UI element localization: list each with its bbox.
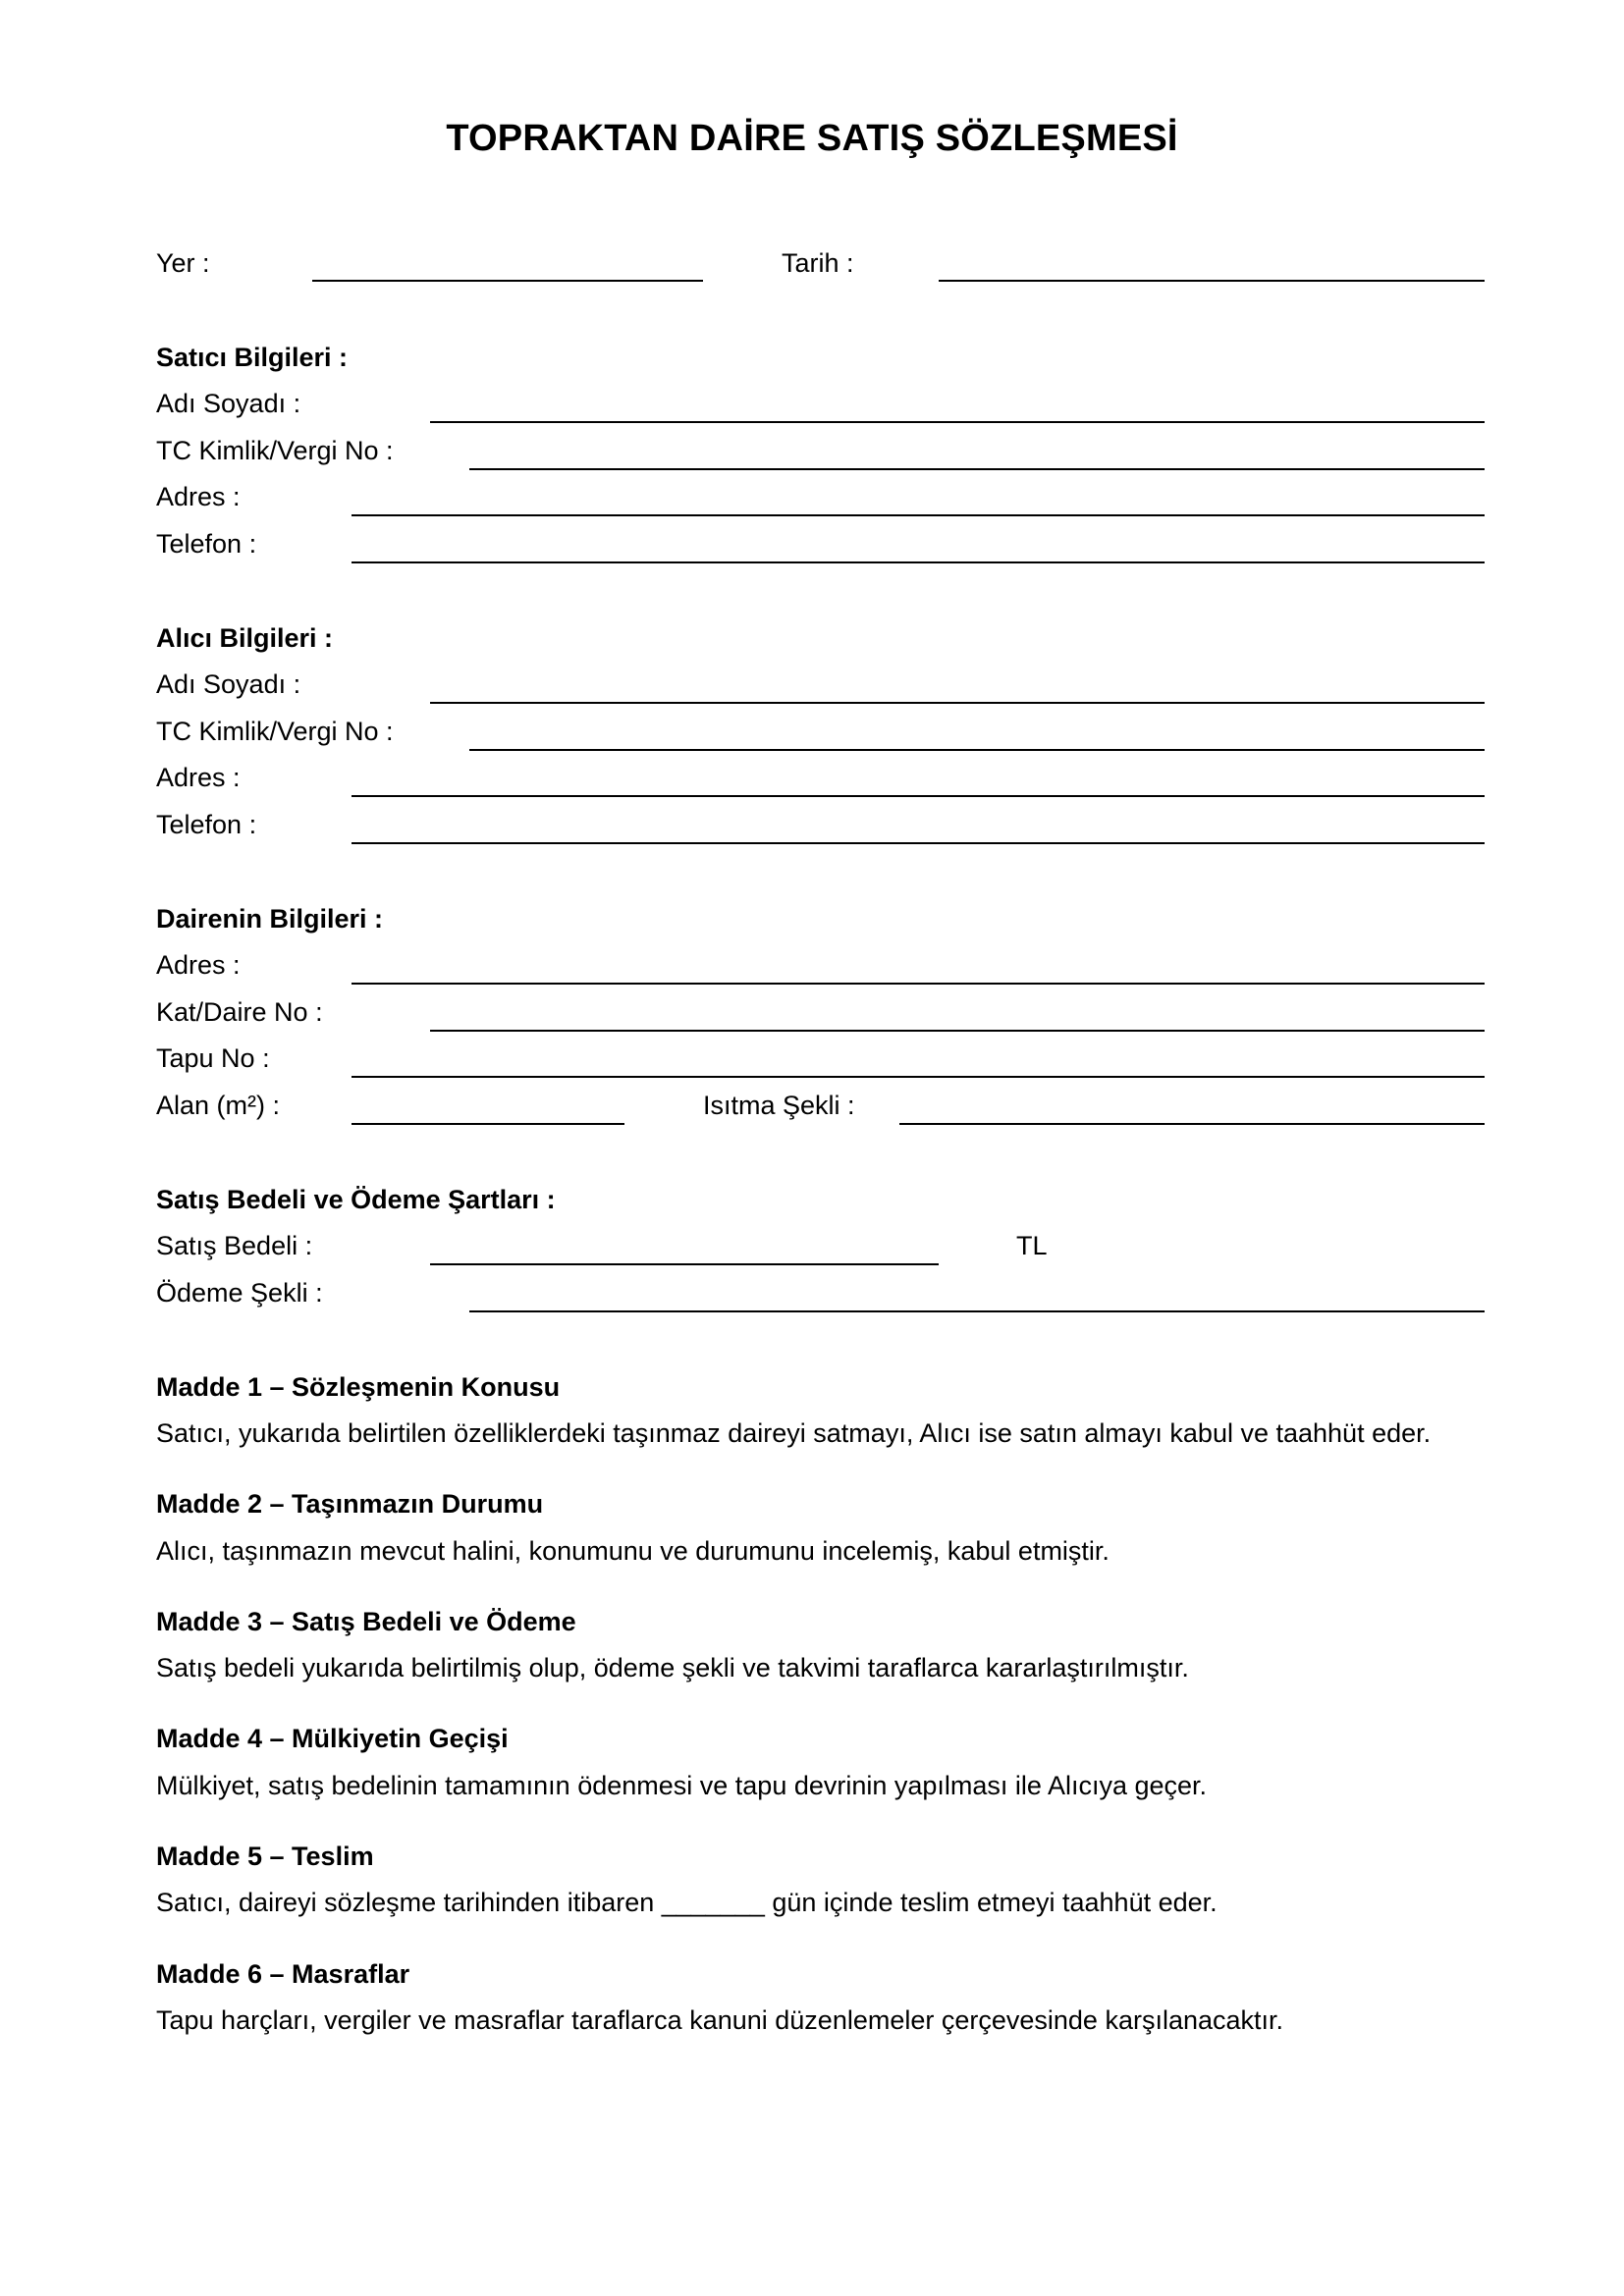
floor-label: Kat/Daire No : xyxy=(156,997,323,1027)
buyer-id-label: TC Kimlik/Vergi No : xyxy=(156,717,394,746)
apartment-address-line[interactable] xyxy=(352,983,1485,985)
article-text: Satıcı, yukarıda belirtilen özelliklerdeki taşınmaz daireyi satmayı, Alıcı ise satın almayı kabul ve taahhüt eder. xyxy=(156,1418,1432,1448)
floor-line[interactable] xyxy=(430,1030,1485,1032)
seller-id-line[interactable] xyxy=(469,468,1485,470)
article-title: Madde 1 – Sözleşmenin Konusu xyxy=(156,1372,561,1402)
article-text: Satıcı, daireyi sözleşme tarihinden itibaren _______ gün içinde teslim etmeyi taahhüt eder. xyxy=(156,1888,1218,1917)
apartment-address-label: Adres : xyxy=(156,950,241,980)
seller-address-label: Adres : xyxy=(156,482,241,511)
payment-method-line[interactable] xyxy=(469,1310,1485,1312)
area-line[interactable] xyxy=(352,1123,624,1125)
place-field-line[interactable] xyxy=(312,280,703,282)
seller-heading: Satıcı Bilgileri : xyxy=(156,343,349,372)
heating-label: Isıtma Şekli : xyxy=(703,1091,855,1120)
seller-name-label: Adı Soyadı : xyxy=(156,389,301,418)
buyer-id-line[interactable] xyxy=(469,749,1485,751)
buyer-address-label: Adres : xyxy=(156,763,241,792)
article-title: Madde 4 – Mülkiyetin Geçişi xyxy=(156,1724,509,1753)
payment-method-label: Ödeme Şekli : xyxy=(156,1278,323,1308)
buyer-phone-label: Telefon : xyxy=(156,810,257,839)
seller-address-line[interactable] xyxy=(352,514,1485,516)
price-line[interactable] xyxy=(430,1263,939,1265)
currency-label: TL xyxy=(1016,1231,1048,1260)
buyer-name-line[interactable] xyxy=(430,702,1485,704)
deed-label: Tapu No : xyxy=(156,1043,270,1073)
place-label: Yer : xyxy=(156,248,210,278)
date-label: Tarih : xyxy=(782,248,854,278)
price-label: Satış Bedeli : xyxy=(156,1231,313,1260)
article-title: Madde 2 – Taşınmazın Durumu xyxy=(156,1489,544,1519)
payment-heading: Satış Bedeli ve Ödeme Şartları : xyxy=(156,1185,556,1214)
deed-line[interactable] xyxy=(352,1076,1485,1078)
article-text: Tapu harçları, vergiler ve masraflar taraflarca kanuni düzenlemeler çerçevesinde karşılanacaktır. xyxy=(156,2005,1284,2035)
document-title: TOPRAKTAN DAİRE SATIŞ SÖZLEŞMESİ xyxy=(446,118,1178,159)
buyer-heading: Alıcı Bilgileri : xyxy=(156,623,334,653)
heating-line[interactable] xyxy=(899,1123,1485,1125)
article-text: Alıcı, taşınmazın mevcut halini, konumunu ve durumunu incelemiş, kabul etmiştir. xyxy=(156,1536,1110,1566)
buyer-address-line[interactable] xyxy=(352,795,1485,797)
apartment-heading: Dairenin Bilgileri : xyxy=(156,904,384,934)
buyer-name-label: Adı Soyadı : xyxy=(156,669,301,699)
buyer-phone-line[interactable] xyxy=(352,842,1485,844)
article-title: Madde 5 – Teslim xyxy=(156,1842,374,1871)
area-label: Alan (m²) : xyxy=(156,1091,281,1120)
article-text: Satış bedeli yukarıda belirtilmiş olup, ödeme şekli ve takvimi taraflarca kararlaştırılmıştır. xyxy=(156,1653,1189,1682)
seller-phone-line[interactable] xyxy=(352,561,1485,563)
seller-id-label: TC Kimlik/Vergi No : xyxy=(156,436,394,465)
article-title: Madde 3 – Satış Bedeli ve Ödeme xyxy=(156,1607,576,1636)
seller-phone-label: Telefon : xyxy=(156,529,257,559)
article-title: Madde 6 – Masraflar xyxy=(156,1959,410,1989)
article-text: Mülkiyet, satış bedelinin tamamının ödenmesi ve tapu devrinin yapılması ile Alıcıya geçer. xyxy=(156,1771,1208,1800)
seller-name-line[interactable] xyxy=(430,421,1485,423)
date-field-line[interactable] xyxy=(939,280,1485,282)
